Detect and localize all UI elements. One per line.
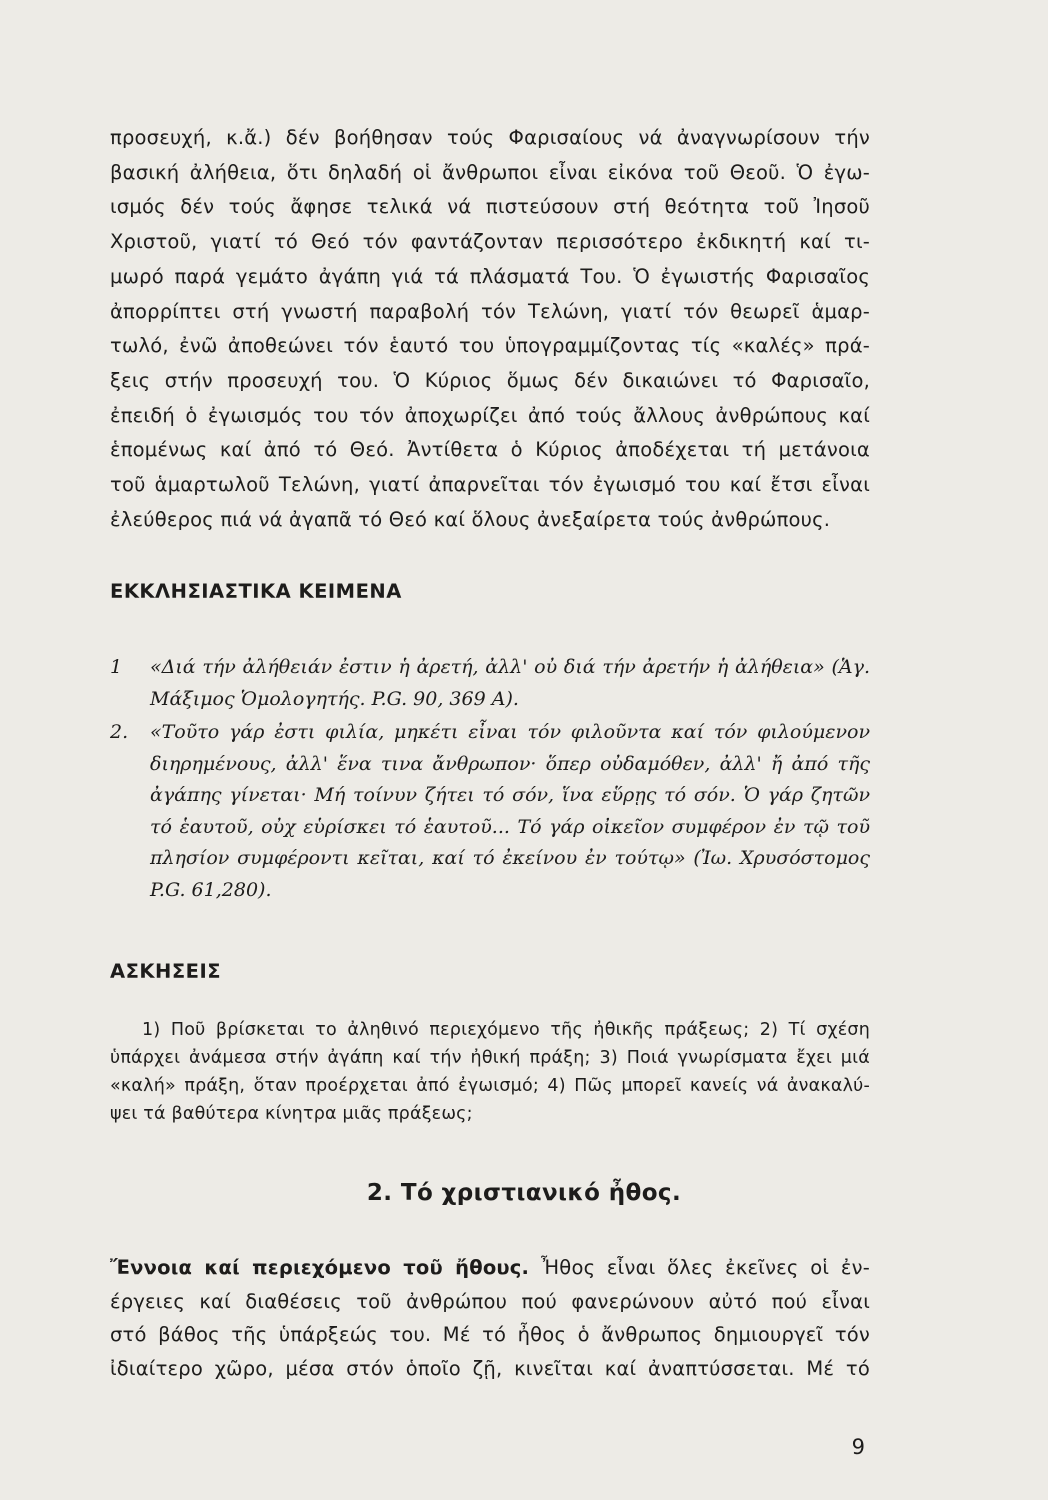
text-line: στό βάθος τῆς ὑπάρξεώς του. Μέ τό ἦθος ὁ ἄνθρωπος δημιουργεῖ τόν xyxy=(110,1323,870,1346)
quote-item xyxy=(110,652,870,715)
chapter-title: 2. Τό χριστιανικό ἦθος. xyxy=(366,1180,682,1206)
exercise-line: «καλή» πράξη, ὅταν προέρχεται ἀπό ἐγωισμό; 4) Πῶς μπορεῖ κανείς νά ἀνακαλύ- xyxy=(110,1076,870,1096)
exercise-line: ψει τά βαθύτερα κίνητρα μιᾶς πράξεως; xyxy=(110,1104,473,1124)
text-line: ξεις στήν προσευχή του. Ὁ Κύριος ὅμως δέν δικαιώνει τό Φαρισαῖο, xyxy=(110,368,870,392)
runin-heading: Ἔννοια καί περιεχόμενο τοῦ ἤθους. xyxy=(110,1256,530,1279)
quote-line: διηρημένους, ἀλλ' ἕνα τινα ἄνθρωπον· ὅπερ οὐδαμόθεν, ἀλλ' ἤ ἀπό τῆς xyxy=(150,752,870,775)
exercise-line: 1) Ποῦ βρίσκεται τo ἀληθινό περιεχόμενο τῆς ἠθικῆς πράξεως; 2) Τί σχέση xyxy=(142,1020,870,1040)
text-line: τοῦ ἁμαρτωλοῦ Τελώνη, γιατί ἀπαρνεῖται τόν ἐγωισμό του καί ἔτσι εἶναι xyxy=(110,473,870,497)
text-line: ἐπειδή ὁ ἐγωισμός του τόν ἀποχωρίζει ἀπό τούς ἄλλους ἀνθρώπους καί xyxy=(110,403,870,427)
quote-line: πλησίον συμφέροντι κεῖται, καί τό ἐκείνου ἐν τούτῳ» (Ἰω. Χρυσόστομος xyxy=(150,847,870,869)
text-line: ἰδιαίτερο χῶρο, μέσα στόν ὁποῖο ζῇ, κινεῖται καί ἀναπτύσσεται. Μέ τό xyxy=(110,1356,870,1380)
quote-line: ἀγάπης γίνεται· Μή τοίνυν ζήτει τό σόν, ἵνα εὕρῃς τό σόν. Ὁ γάρ ζητῶν xyxy=(150,784,870,806)
page-number: 9 xyxy=(851,1435,865,1459)
text-line xyxy=(110,1251,870,1285)
exercises-paragraph xyxy=(110,1016,870,1128)
ethos-paragraph xyxy=(110,1251,870,1385)
quote-item xyxy=(110,717,870,906)
quote-line: Μάξιμος Ὁμολογητής. P.G. 90, 369 A). xyxy=(150,687,519,710)
quote-line: «Τοῦτο γάρ ἐστι φιλία, μηκέτι εἶναι τόν φιλοῦντα καί τόν φιλούμενον xyxy=(150,721,870,743)
quote-number: 1 xyxy=(110,656,123,678)
quote-line: «Διά τήν ἀλήθειάν ἐστιν ἡ ἀρετή, ἀλλ' οὐ διά τήν ἀρετήν ἡ ἀλήθεια» (Ἁγ. xyxy=(150,656,870,678)
intro-paragraph xyxy=(110,121,870,537)
text-line: προσευχή, κ.ἄ.) δέν βοήθησαν τούς Φαρισαίους νά ἀναγνωρίσουν τήν xyxy=(110,126,870,149)
heading-exercises: ΑΣΚΗΣΕΙΣ xyxy=(110,960,222,983)
text-line: ἑπομένως καί ἀπό τό Θεό. Ἀντίθετα ὁ Κύριος ἀποδέχεται τή μετάνοια xyxy=(110,438,870,462)
text-line: μωρό παρά γεμάτο ἀγάπη γιά τά πλάσματά Του. Ὁ ἐγωιστής Φαρισαῖος xyxy=(110,264,870,288)
quote-number: 2. xyxy=(110,721,129,743)
first-line-rest: Ἦθος εἶναι ὅλες ἐκεῖνες οἱ ἐν- xyxy=(540,1256,870,1279)
text-line: έργειες καί διαθέσεις τοῦ ἀνθρώπου πού φανερώνουν αὐτό πού εἶναι xyxy=(110,1289,870,1313)
text-line: ἐλεύθερος πιά νά ἀγαπᾶ τό Θεό καί ὅλους ἀνεξαίρετα τούς ἀνθρώπους. xyxy=(110,507,831,531)
text-line: ἀπορρίπτει στή γνωστή παραβολή τόν Τελώνη, γιατί τόν θεωρεῖ ἁμαρ- xyxy=(110,299,870,323)
heading-church-texts: ΕΚΚΛΗΣΙΑΣΤΙΚΑ ΚΕΙΜΕΝΑ xyxy=(110,580,402,603)
quote-line: P.G. 61,280). xyxy=(150,878,272,901)
quote-line: τό ἑαυτοῦ, οὐχ εὑρίσκει τό ἑαυτοῦ... Τό γάρ οἰκεῖον συμφέρον ἐν τῷ τοῦ xyxy=(150,815,870,838)
text-line: βασική ἀλήθεια, ὅτι δηλαδή οἱ ἄνθρωποι εἶναι εἰκόνα τοῦ Θεοῦ. Ὁ ἐγω- xyxy=(110,160,870,184)
text-line: Χριστοῦ, γιατί τό Θεό τόν φαντάζονταν περισσότερο ἐκδικητή καί τι- xyxy=(110,230,870,254)
exercise-line: ὑπάρχει ἀνάμεσα στήν ἀγάπη καί τήν ἠθική πράξη; 3) Ποιά γνωρίσματα ἔχει μιά xyxy=(110,1048,870,1068)
text-line: ισμός δέν τούς ἄφησε τελικά νά πιστεύσουν στή θεότητα τοῦ Ἰησοῦ xyxy=(110,195,870,219)
text-line: τωλό, ἐνῶ ἀποθεώνει τόν ἑαυτό του ὑπογραμμίζοντας τίς «καλές» πρά- xyxy=(110,334,870,358)
quotes-list xyxy=(110,652,870,908)
